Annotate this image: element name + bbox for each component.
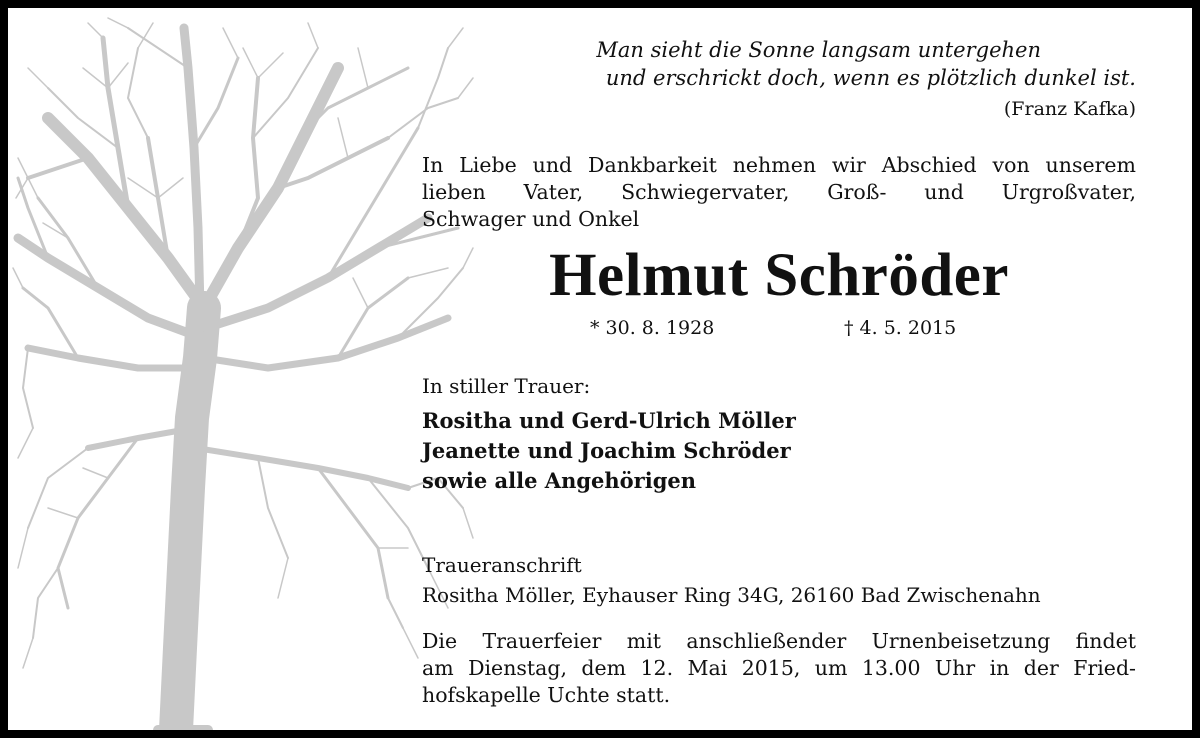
intro-text: [422, 152, 1136, 233]
tree-illustration: [8, 8, 478, 730]
deceased-name: Helmut Schröder: [549, 242, 1009, 309]
quote-author: (Franz Kafka): [1003, 98, 1136, 120]
service-line-3: hofskapelle Uchte statt.: [422, 683, 671, 707]
mourners-list: [422, 406, 796, 496]
service-notice: [422, 628, 1136, 709]
quote-line-2: und erschrickt doch, wenn es plötzlich dunkel ist.: [605, 66, 1136, 90]
death-date: † 4. 5. 2015: [844, 317, 957, 339]
birth-date: * 30. 8. 1928: [590, 317, 715, 339]
address-label: Traueranschrift: [422, 553, 582, 577]
service-line-1: Die Trauerfeier mit anschließender Urnenbeisetzung findet: [422, 629, 1136, 653]
quote-line-1: Man sieht die Sonne langsam untergehen: [596, 38, 1041, 62]
mourners-label: In stiller Trauer:: [422, 374, 591, 398]
mourner-name: sowie alle Angehörigen: [422, 468, 697, 493]
address-value: Rositha Möller, Eyhauser Ring 34G, 26160 Bad Zwischenahn: [422, 583, 1041, 607]
mourner-name: Rositha und Gerd-Ulrich Möller: [422, 408, 796, 433]
service-line-2: am Dienstag, dem 12. Mai 2015, um 13.00 Uhr in der Fried-: [422, 656, 1136, 680]
intro-line-1: In Liebe und Dankbarkeit nehmen wir Abschied von unserem: [422, 153, 1136, 177]
mourner-name: Jeanette und Joachim Schröder: [422, 438, 791, 463]
intro-line-3: Schwager und Onkel: [422, 207, 640, 231]
intro-line-2: lieben Vater, Schwiegervater, Groß- und Urgroßvater,: [422, 180, 1136, 204]
